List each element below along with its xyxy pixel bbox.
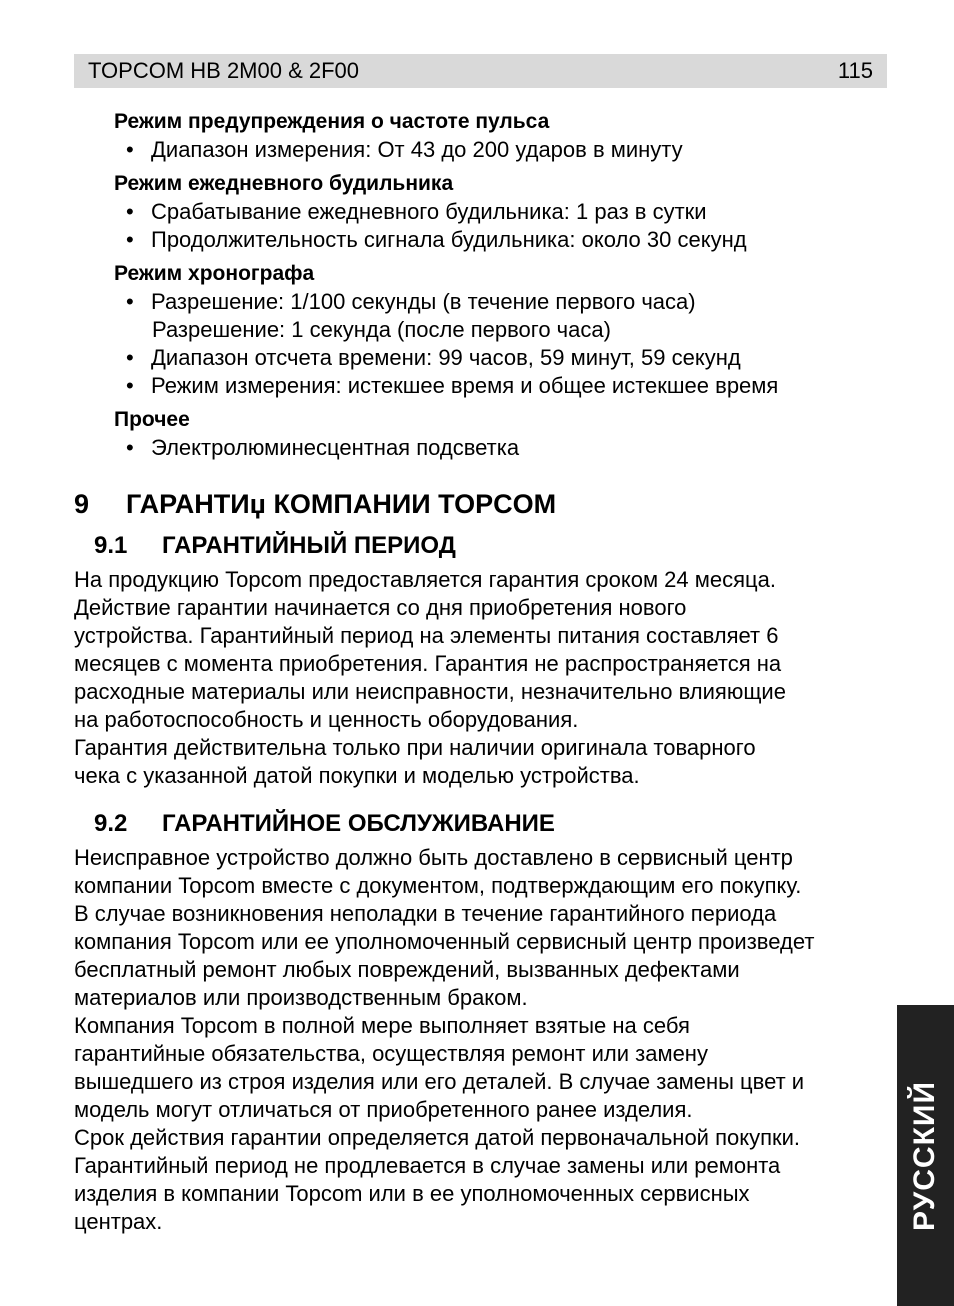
section-number: 9 bbox=[74, 489, 90, 519]
warranty-period-paragraph: На продукцию Topcom предоставляется гарантия сроком 24 месяца. Действие гарантии начинается со дня приобретения нового устройства. Гарантийный период на элементы питания составляет 6 месяцев с момента приобретения. Гарантия не распространяется на расходные материалы или неисправности, незначительно влияющие на работоспособность и ценность оборудования. Гарантия действительна только при наличии оригинала товарного чека с указанной датой покупки и моделью устройства. bbox=[74, 567, 786, 788]
spec-list-chrono-rest bbox=[74, 344, 889, 400]
spec-list-other bbox=[74, 434, 889, 462]
warranty-service-paragraph: Неисправное устройство должно быть доставлено в сервисный центр компании Topcom вместе с документом, подтверждающим его покупку. В случае возникновения неполадки в течение гарантийного периода компания Topcom или ее уполномоченный сервисный центр произведет бесплатный ремонт любых повреждений, вызванных дефектами материалов или производственным браком. Компания Topcom в полной мере выполняет взятые на себя гарантийные обязательства, осуществляя ремонт или замену вышедшего из строя изделия или его деталей. В случае замены цвет и модель могут отличаться от приобретенного ранее изделия. Срок действия гарантии определяется датой первоначальной покупки. Гарантийный период не продлевается в случае замены или ремонта изделия в компании Topcom или в ее уполномоченных сервисных центрах. bbox=[74, 845, 815, 1234]
spec-heading-pulse: Режим предупреждения о частоте пульса bbox=[114, 110, 550, 133]
spec-list-chrono bbox=[74, 288, 889, 316]
section-title: ГАРАНТИџ КОМПАНИИ TOPCOM bbox=[126, 489, 557, 519]
list-item: • Диапазон измерения: От 43 до 200 ударов в минуту bbox=[126, 137, 683, 162]
list-item: • Разрешение: 1/100 секунды (в течение первого часа) bbox=[126, 289, 696, 314]
list-item: • Срабатывание ежедневного будильника: 1 раз в сутки bbox=[126, 199, 707, 224]
subsection-number: 9.2 bbox=[94, 810, 128, 837]
list-item-continuation: Разрешение: 1 секунда (после первого часа) bbox=[152, 317, 611, 342]
subsection-title: ГАРАНТИЙНЫЙ ПЕРИОД bbox=[162, 532, 456, 559]
list-item: • Электролюминесцентная подсветка bbox=[126, 435, 520, 460]
spec-list-alarm bbox=[74, 198, 889, 254]
spec-heading-other: Прочее bbox=[114, 408, 190, 431]
list-item: • Режим измерения: истекшее время и общее истекшее время bbox=[126, 373, 779, 398]
subsection-number: 9.1 bbox=[94, 532, 128, 559]
subsection-heading-warranty-period bbox=[94, 530, 889, 562]
page-header bbox=[74, 54, 887, 88]
header-title: TOPCOM HB 2M00 & 2F00 bbox=[88, 58, 360, 83]
spec-heading-chrono: Режим хронографа bbox=[114, 262, 315, 285]
language-tab bbox=[897, 1005, 954, 1306]
page-content bbox=[74, 108, 889, 1236]
subsection-heading-warranty-service bbox=[94, 808, 889, 840]
spec-list-pulse bbox=[74, 136, 889, 164]
language-tab-label: РУССКИЙ bbox=[908, 1080, 942, 1231]
spec-heading-alarm: Режим ежедневного будильника bbox=[114, 172, 454, 195]
list-item: • Диапазон отсчета времени: 99 часов, 59 минут, 59 секунд bbox=[126, 345, 741, 370]
section-heading bbox=[74, 486, 889, 522]
list-item: • Продолжительность сигнала будильника: около 30 секунд bbox=[126, 227, 747, 252]
subsection-title: ГАРАНТИЙНОЕ ОБСЛУЖИВАНИЕ bbox=[162, 810, 555, 837]
page-number: 115 bbox=[837, 58, 873, 83]
